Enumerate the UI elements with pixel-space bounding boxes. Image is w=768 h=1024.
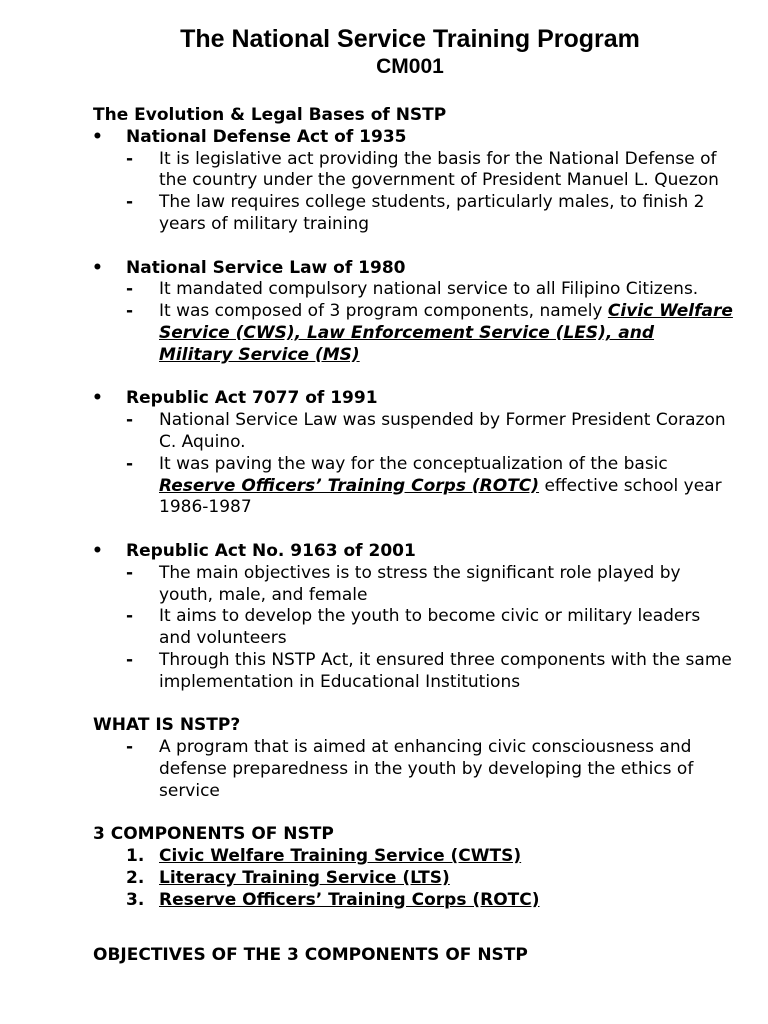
rotc-emphasis: Reserve Officers’ Training Corps (ROTC) <box>159 475 540 496</box>
dash-item <box>93 563 733 607</box>
dash-item <box>93 454 733 519</box>
dash-icon: - <box>126 649 134 670</box>
bullet-icon: • <box>92 257 103 278</box>
numbered-item <box>93 890 733 912</box>
numbered-item <box>93 846 733 868</box>
dash-text: The law requires college students, particularly males, to finish 2 years of military training <box>159 192 705 234</box>
dash-text: It aims to develop the youth to become civic or military leaders and volunteers <box>159 606 701 649</box>
dash-text: Through this NSTP Act, it ensured three components with the same implementation in Educational Institutions <box>159 649 732 692</box>
dash-icon: - <box>126 737 134 758</box>
dash-item <box>93 650 733 694</box>
dash-icon: - <box>126 148 134 169</box>
dash-text: It is legislative act providing the basis for the National Defense of the country under the government of President Manuel L. Quezon <box>159 148 719 191</box>
section-heading-evolution: The Evolution & Legal Bases of NSTP <box>93 105 447 125</box>
dash-text: The main objectives is to stress the significant role played by youth, male, and female <box>159 562 681 605</box>
component-label: Civic Welfare Training Service (CWTS) <box>159 846 522 867</box>
document-title: The National Service Training Program <box>180 25 640 53</box>
dash-text: National Service Law was suspended by Former President Corazon C. Aquino. <box>159 410 726 452</box>
item-number: 3. <box>126 889 145 910</box>
dash-item <box>93 279 733 301</box>
bullet-item <box>93 127 733 149</box>
dash-icon: - <box>126 410 134 431</box>
section-heading-objectives: OBJECTIVES OF THE 3 COMPONENTS OF NSTP <box>93 945 528 966</box>
item-number: 1. <box>126 846 145 867</box>
component-label: Reserve Officers’ Training Corps (ROTC) <box>159 889 540 910</box>
dash-item <box>93 301 733 366</box>
dash-text <box>159 454 722 518</box>
section-heading-components: 3 COMPONENTS OF NSTP <box>93 824 334 845</box>
dash-text: A program that is aimed at enhancing civic consciousness and defense preparedness in the youth by developing the ethics of service <box>159 737 694 801</box>
dash-text <box>159 301 733 365</box>
dash-icon: - <box>126 562 134 583</box>
item-number: 2. <box>126 867 145 888</box>
bullet-item <box>93 258 733 280</box>
bullet-title: Republic Act No. 9163 of 2001 <box>126 540 416 561</box>
dash-text-post: effective school year 1986-1987 <box>159 475 722 518</box>
bullet-icon: • <box>92 388 103 409</box>
bullet-title: National Defense Act of 1935 <box>126 126 407 147</box>
program-components-emphasis: Civic Welfare Service (CWS), Law Enforcement Service (LES), and Military Service (MS) <box>159 301 733 365</box>
dash-icon: - <box>126 279 134 300</box>
bullet-item <box>93 541 733 563</box>
dash-icon: - <box>126 301 134 322</box>
bullet-icon: • <box>92 126 103 147</box>
dash-item <box>93 737 733 802</box>
bullet-icon: • <box>92 540 103 561</box>
dash-text-pre: It was paving the way for the conceptualization of the basic <box>159 453 668 474</box>
dash-icon: - <box>126 453 134 474</box>
dash-text: It mandated compulsory national service to all Filipino Citizens. <box>159 279 699 300</box>
document-body <box>93 105 733 967</box>
numbered-item <box>93 868 733 890</box>
dash-item <box>93 149 733 193</box>
dash-item <box>93 410 733 454</box>
dash-text-pre: It was composed of 3 program components, namely <box>159 301 608 322</box>
bullet-item <box>93 388 733 410</box>
dash-icon: - <box>126 606 134 627</box>
document-code: CM001 <box>376 55 444 78</box>
dash-item <box>93 192 733 236</box>
dash-icon: - <box>126 192 134 213</box>
section-heading-what-is: WHAT IS NSTP? <box>93 715 241 736</box>
bullet-title: National Service Law of 1980 <box>126 257 406 278</box>
component-label: Literacy Training Service (LTS) <box>159 867 450 888</box>
bullet-title: Republic Act 7077 of 1991 <box>126 388 378 409</box>
dash-item <box>93 606 733 650</box>
